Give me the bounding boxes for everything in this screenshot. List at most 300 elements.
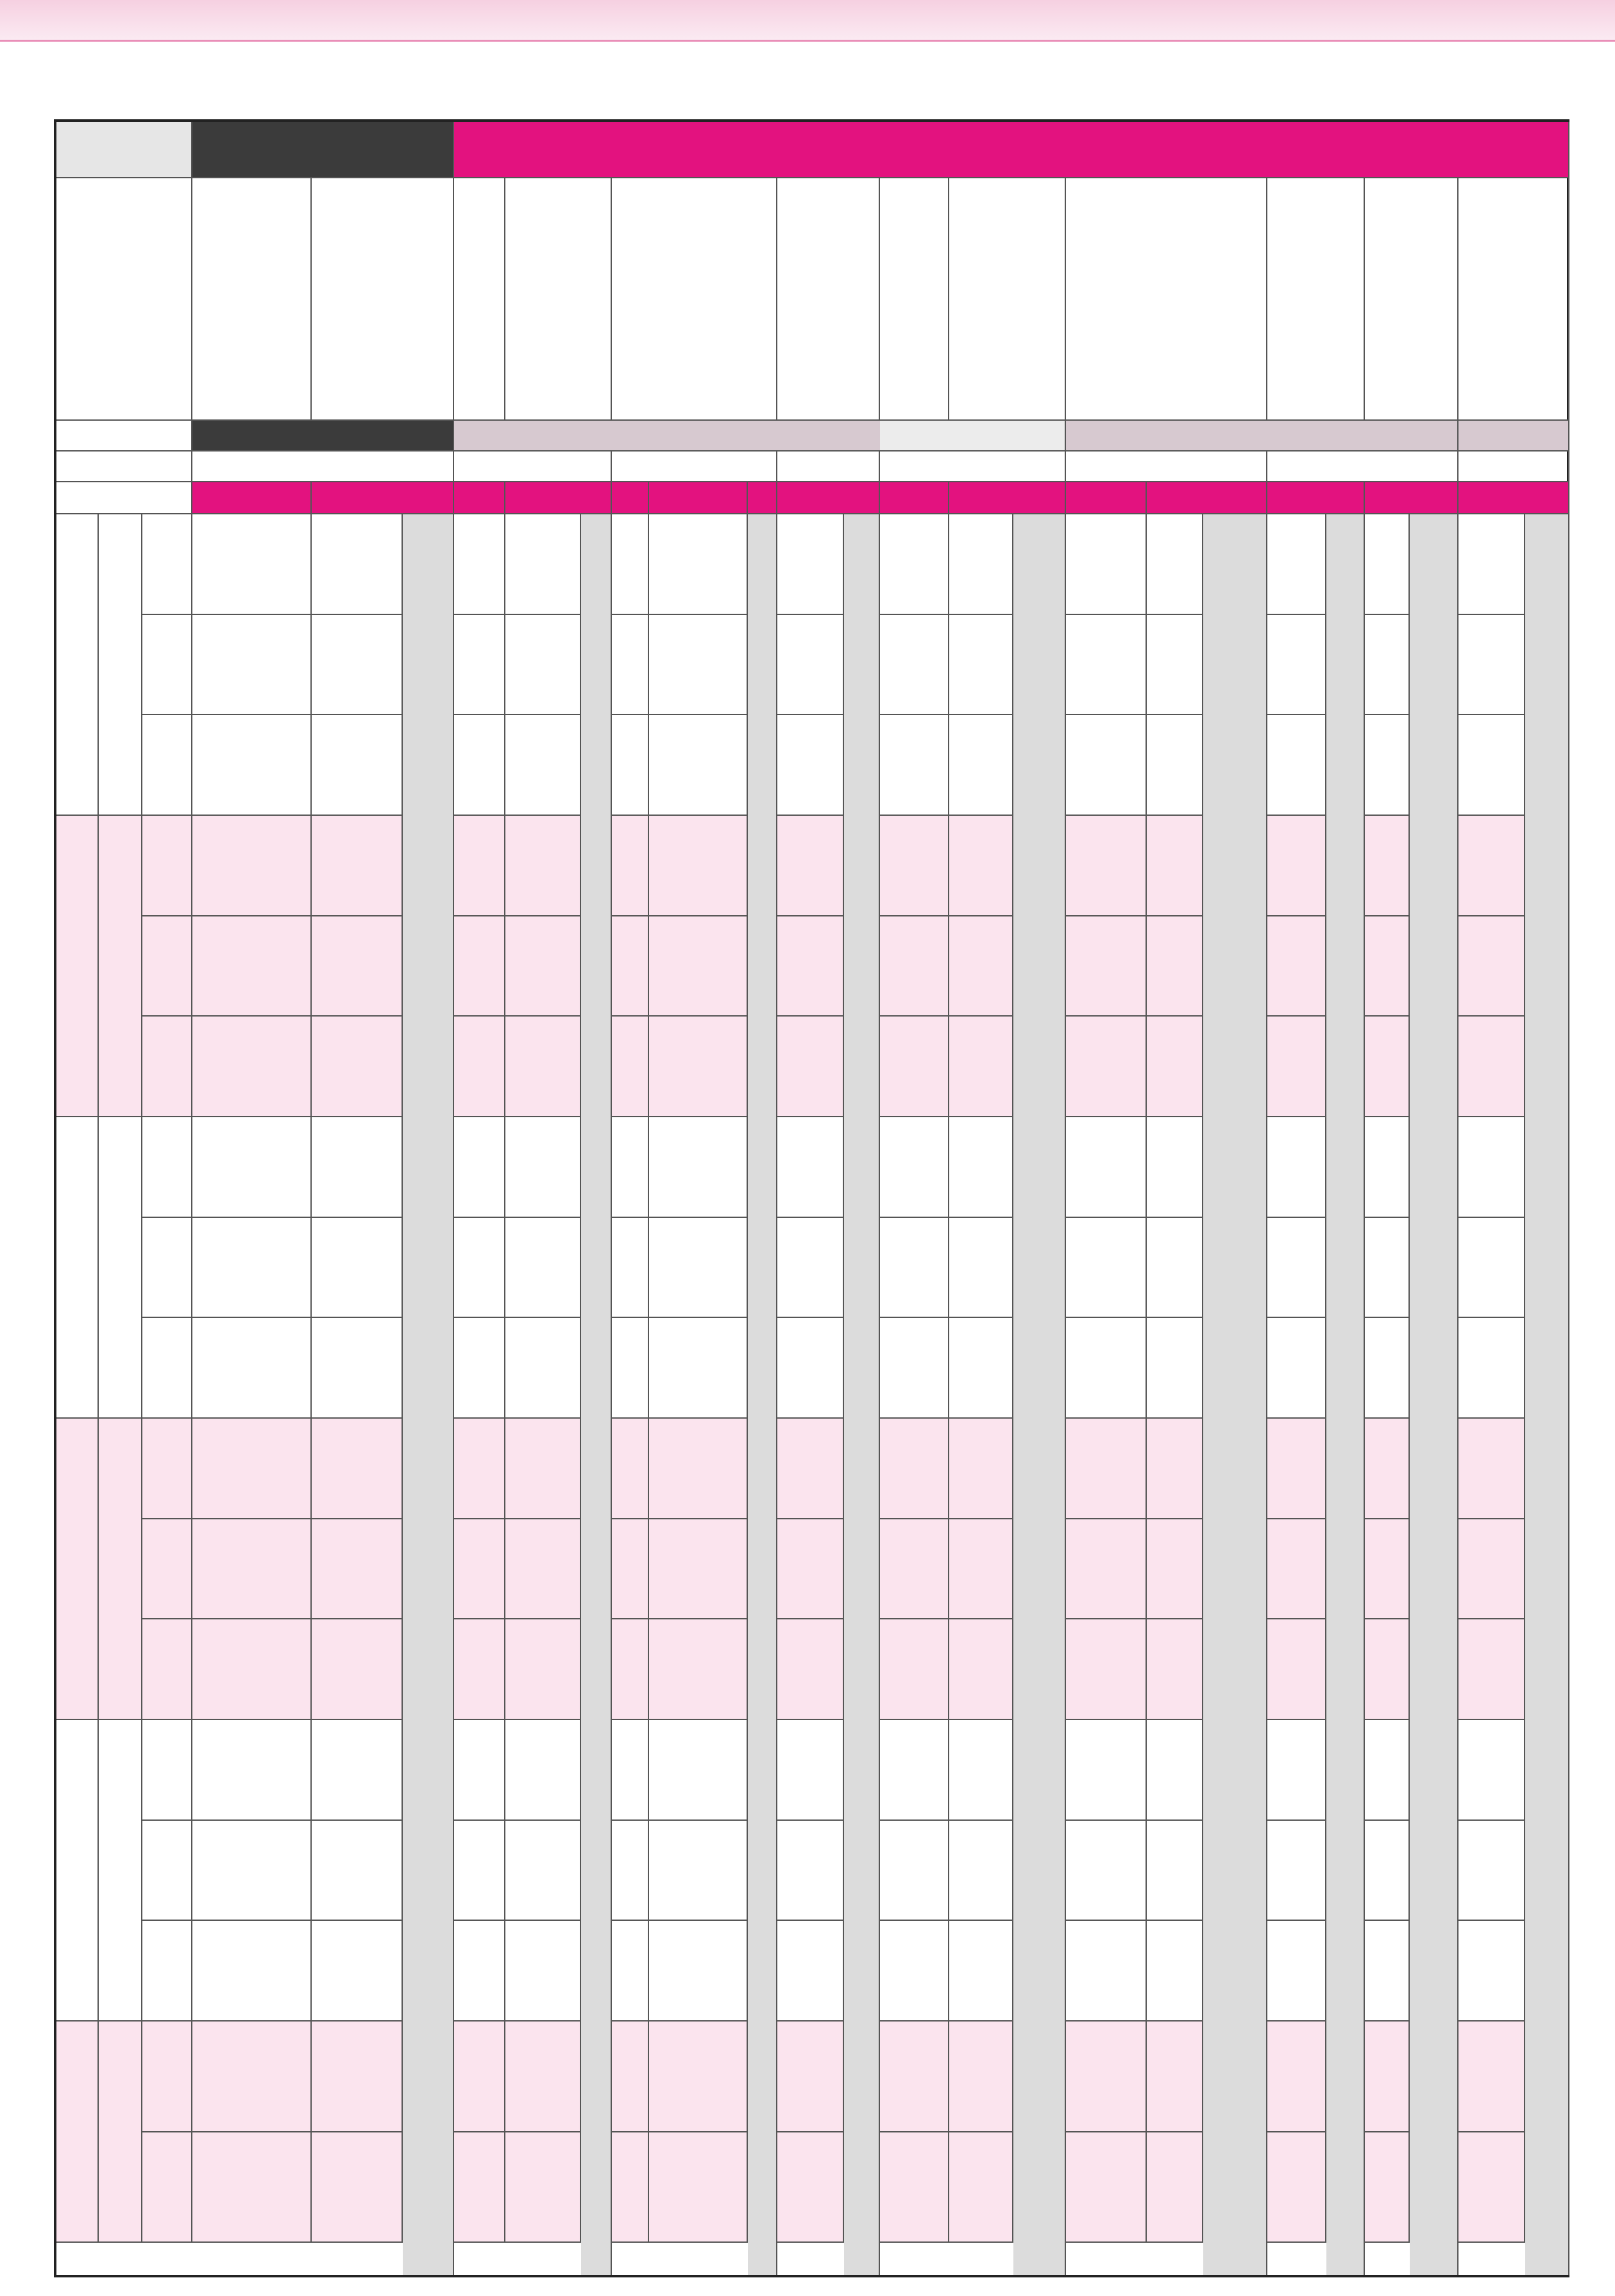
slot-216g-am[interactable]	[505, 1720, 581, 1821]
slot-112-am[interactable]	[1147, 1117, 1203, 1218]
slot-216w-ev[interactable]	[454, 1921, 505, 2022]
slot-110-am[interactable]	[1066, 1117, 1147, 1218]
slot-207-ev[interactable]	[777, 715, 844, 816]
slot-206-pm[interactable]	[1267, 1519, 1326, 1620]
slot-B103-am[interactable]	[612, 816, 649, 916]
slot-110-pm[interactable]	[1066, 1821, 1147, 1921]
slot-B103-am[interactable]	[612, 1117, 649, 1218]
slot-303-ev[interactable]	[949, 1017, 1013, 1117]
slot-216g-am[interactable]	[505, 2022, 581, 2132]
day-5-dates	[56, 1720, 99, 2022]
slot-B106-am[interactable]	[649, 514, 748, 615]
building-a1	[454, 421, 903, 452]
slot-306-ev[interactable]	[312, 1921, 403, 2022]
slot-305-am[interactable]	[192, 514, 312, 615]
slot-219-pm[interactable]	[1459, 1218, 1525, 1319]
slot-306-pm[interactable]	[312, 916, 403, 1017]
slot-207-ev[interactable]	[777, 1017, 844, 1117]
slot-303-pm[interactable]	[949, 1519, 1013, 1620]
slot-am	[142, 1117, 192, 1218]
dept-chest	[880, 178, 949, 421]
slot-302-am[interactable]	[880, 1419, 949, 1519]
slot-302-pm[interactable]	[880, 1821, 949, 1921]
slot-305-pm[interactable]	[192, 2132, 312, 2243]
slot-206-pm[interactable]	[1267, 916, 1326, 1017]
slot-110-pm[interactable]	[1066, 1218, 1147, 1319]
slot-216w-pm[interactable]	[454, 615, 505, 716]
slot-305-am[interactable]	[192, 816, 312, 916]
slot-302-pm[interactable]	[880, 615, 949, 716]
slot-303-ev[interactable]	[949, 1921, 1013, 2022]
slot-110-pm[interactable]	[1066, 916, 1147, 1017]
slot-B103-pm[interactable]	[612, 916, 649, 1017]
slot-219-ev[interactable]	[1459, 1318, 1525, 1419]
slot-B106-am[interactable]	[649, 816, 748, 916]
slot-216g-ev[interactable]	[505, 1619, 581, 1720]
slot-218-pm[interactable]	[1365, 2132, 1410, 2243]
slot-302-pm[interactable]	[880, 2132, 949, 2243]
slot-B103-pm[interactable]	[612, 1821, 649, 1921]
room-306	[312, 482, 454, 514]
slot-305-am[interactable]	[192, 1117, 312, 1218]
slot-305-am[interactable]	[192, 1419, 312, 1519]
day-1-weekday	[99, 514, 142, 816]
day-4-weekday	[99, 1419, 142, 1720]
slot-216w-am[interactable]	[454, 816, 505, 916]
slot-216g-ev[interactable]	[505, 1318, 581, 1419]
slot-219-am[interactable]	[1459, 1720, 1525, 1821]
slot-219-pm[interactable]	[1459, 615, 1525, 716]
slot-302-ev[interactable]	[880, 715, 949, 816]
slot-305-am[interactable]	[192, 1720, 312, 1821]
slot-219-am[interactable]	[1459, 2022, 1525, 2132]
slot-B103-am[interactable]	[612, 2022, 649, 2132]
slot-218-am[interactable]	[1365, 1117, 1410, 1218]
slot-112-am[interactable]	[1147, 1419, 1203, 1519]
slot-206-am[interactable]	[1267, 1419, 1326, 1519]
slot-112-am[interactable]	[1147, 514, 1203, 615]
slot-218-ev[interactable]	[1365, 1318, 1410, 1419]
slot-112-ev[interactable]	[1147, 715, 1203, 816]
slot-216g-am[interactable]	[505, 1117, 581, 1218]
room-B103	[612, 482, 649, 514]
slot-306-ev[interactable]	[312, 1318, 403, 1419]
slot-216w-ev[interactable]	[454, 1318, 505, 1419]
room-219	[1459, 482, 1569, 514]
room-207	[777, 482, 880, 514]
slot-219-ev[interactable]	[1459, 1017, 1525, 1117]
slot-110-ev[interactable]	[1066, 1017, 1147, 1117]
slot-216w-am[interactable]	[454, 1419, 505, 1519]
slot-216g-am[interactable]	[505, 816, 581, 916]
slot-306-am[interactable]	[312, 514, 403, 615]
slot-302-ev[interactable]	[880, 1318, 949, 1419]
slot-B106-am[interactable]	[649, 1117, 748, 1218]
dept-wound	[454, 178, 505, 421]
slot-302-pm[interactable]	[880, 1519, 949, 1620]
slot-207-ev[interactable]	[777, 1318, 844, 1419]
slot-206-ev[interactable]	[1267, 1921, 1326, 2022]
slot-216w-pm[interactable]	[454, 1218, 505, 1319]
slot-112-ev[interactable]	[1147, 1921, 1203, 2022]
slot-216g-ev[interactable]	[505, 1017, 581, 1117]
slot-306-pm[interactable]	[312, 1519, 403, 1620]
slot-305-ev[interactable]	[192, 1921, 312, 2022]
slot-219-am[interactable]	[1459, 514, 1525, 615]
dept-preop	[1459, 178, 1569, 421]
slot-303-am[interactable]	[949, 1117, 1013, 1218]
room-blank	[454, 482, 505, 514]
day-6-dates	[56, 2022, 99, 2243]
floor-f2c	[1267, 452, 1459, 482]
slot-110-ev[interactable]	[1066, 715, 1147, 816]
slot-206-pm[interactable]	[1267, 1821, 1326, 1921]
slot-110-ev[interactable]	[1066, 1318, 1147, 1419]
slot-303-ev[interactable]	[949, 1619, 1013, 1720]
slot-B103-ev[interactable]	[612, 1017, 649, 1117]
notes-general	[581, 514, 612, 2275]
slot-207-am[interactable]	[777, 1117, 844, 1218]
top-banner	[0, 0, 1615, 42]
slot-218-ev[interactable]	[1365, 1619, 1410, 1720]
dept-general	[505, 178, 612, 421]
slot-303-pm[interactable]	[949, 1218, 1013, 1319]
slot-112-am[interactable]	[1147, 2022, 1203, 2132]
slot-112-ev[interactable]	[1147, 1017, 1203, 1117]
slot-305-ev[interactable]	[192, 1017, 312, 1117]
notes-neuro	[403, 514, 454, 2275]
floor-f2b	[777, 452, 880, 482]
slot-219-ev[interactable]	[1459, 1921, 1525, 2022]
slot-B106-am[interactable]	[649, 2022, 748, 2132]
slot-303-am[interactable]	[949, 514, 1013, 615]
slot-112-pm[interactable]	[1147, 916, 1203, 1017]
slot-219-pm[interactable]	[1459, 916, 1525, 1017]
room-blank-2	[748, 482, 777, 514]
slot-B103-ev[interactable]	[612, 1318, 649, 1419]
floor-label	[56, 452, 192, 482]
slot-218-pm[interactable]	[1365, 916, 1410, 1017]
slot-112-pm[interactable]	[1147, 615, 1203, 716]
slot-216w-am[interactable]	[454, 1720, 505, 1821]
slot-216g-pm[interactable]	[505, 2132, 581, 2243]
slot-303-am[interactable]	[949, 2022, 1013, 2132]
slot-302-pm[interactable]	[880, 1218, 949, 1319]
notes-ortho	[1203, 514, 1267, 2275]
slot-216w-am[interactable]	[454, 2022, 505, 2132]
slot-207-am[interactable]	[777, 2022, 844, 2132]
slot-207-am[interactable]	[777, 816, 844, 916]
slot-303-ev[interactable]	[949, 1318, 1013, 1419]
slot-306-am[interactable]	[312, 816, 403, 916]
slot-302-ev[interactable]	[880, 1921, 949, 2022]
slot-B103-pm[interactable]	[612, 1519, 649, 1620]
slot-219-ev[interactable]	[1459, 1619, 1525, 1720]
slot-306-am[interactable]	[312, 1720, 403, 1821]
slot-am	[142, 2022, 192, 2132]
slot-218-pm[interactable]	[1365, 615, 1410, 716]
slot-112-pm[interactable]	[1147, 2132, 1203, 2243]
slot-B106-am[interactable]	[649, 1720, 748, 1821]
slot-206-ev[interactable]	[1267, 1017, 1326, 1117]
slot-305-pm[interactable]	[192, 1519, 312, 1620]
slot-305-ev[interactable]	[192, 715, 312, 816]
slot-B106-pm[interactable]	[649, 1519, 748, 1620]
corner-blank	[56, 122, 192, 178]
slot-206-am[interactable]	[1267, 2022, 1326, 2132]
day-2-dates	[56, 816, 99, 1117]
slot-218-am[interactable]	[1365, 1419, 1410, 1519]
slot-B103-am[interactable]	[612, 1720, 649, 1821]
slot-305-pm[interactable]	[192, 615, 312, 716]
slot-306-ev[interactable]	[312, 1017, 403, 1117]
slot-ev	[142, 1017, 192, 1117]
slot-206-am[interactable]	[1267, 1117, 1326, 1218]
building-b1	[192, 421, 454, 452]
slot-B106-ev[interactable]	[649, 1017, 748, 1117]
slot-206-ev[interactable]	[1267, 1619, 1326, 1720]
notes-preop	[1525, 514, 1569, 2275]
slot-112-pm[interactable]	[1147, 1821, 1203, 1921]
slot-B103-am[interactable]	[612, 514, 649, 615]
slot-303-ev[interactable]	[949, 715, 1013, 816]
slot-B103-pm[interactable]	[612, 1218, 649, 1319]
slot-216w-ev[interactable]	[454, 715, 505, 816]
slot-303-am[interactable]	[949, 1720, 1013, 1821]
schedule-table	[54, 119, 1569, 2277]
slot-302-am[interactable]	[880, 2022, 949, 2132]
slot-302-ev[interactable]	[880, 1619, 949, 1720]
slot-219-pm[interactable]	[1459, 2132, 1525, 2243]
slot-pm	[142, 1821, 192, 1921]
slot-303-am[interactable]	[949, 816, 1013, 916]
slot-306-ev[interactable]	[312, 1619, 403, 1720]
dept-breast	[612, 178, 777, 421]
slot-302-pm[interactable]	[880, 916, 949, 1017]
slot-ev	[142, 715, 192, 816]
slot-216w-pm[interactable]	[454, 2132, 505, 2243]
slot-110-am[interactable]	[1066, 2022, 1147, 2132]
slot-112-ev[interactable]	[1147, 1619, 1203, 1720]
slot-219-ev[interactable]	[1459, 715, 1525, 816]
slot-206-ev[interactable]	[1267, 1318, 1326, 1419]
building-a2	[1066, 421, 1459, 452]
slot-302-am[interactable]	[880, 816, 949, 916]
slot-B103-ev[interactable]	[612, 1619, 649, 1720]
slot-110-am[interactable]	[1066, 514, 1147, 615]
slot-am	[142, 1720, 192, 1821]
day-1-dates	[56, 514, 99, 816]
slot-B103-ev[interactable]	[612, 1921, 649, 2022]
slot-110-am[interactable]	[1066, 1419, 1147, 1519]
slot-206-am[interactable]	[1267, 1720, 1326, 1821]
slot-112-pm[interactable]	[1147, 1218, 1203, 1319]
slot-302-am[interactable]	[880, 1720, 949, 1821]
day-3-weekday	[99, 1117, 142, 1419]
slot-110-ev[interactable]	[1066, 1921, 1147, 2022]
dept-neuro	[192, 178, 312, 421]
slot-216w-pm[interactable]	[454, 1519, 505, 1620]
slot-306-am[interactable]	[312, 1117, 403, 1218]
slot-207-pm[interactable]	[777, 1519, 844, 1620]
notes-breast	[748, 514, 777, 2275]
slot-216w-am[interactable]	[454, 514, 505, 615]
slot-ev	[142, 1619, 192, 1720]
dept-cardio	[949, 178, 1066, 421]
floor-f2a	[454, 452, 612, 482]
slot-pm	[142, 916, 192, 1017]
slot-206-ev[interactable]	[1267, 715, 1326, 816]
slot-219-am[interactable]	[1459, 816, 1525, 916]
slot-306-am[interactable]	[312, 1419, 403, 1519]
slot-207-pm[interactable]	[777, 916, 844, 1017]
slot-305-ev[interactable]	[192, 1318, 312, 1419]
slot-218-ev[interactable]	[1365, 1921, 1410, 2022]
slot-207-ev[interactable]	[777, 1619, 844, 1720]
slot-216w-ev[interactable]	[454, 1619, 505, 1720]
slot-218-pm[interactable]	[1365, 1821, 1410, 1921]
slot-303-pm[interactable]	[949, 615, 1013, 716]
slot-B106-ev[interactable]	[649, 1921, 748, 2022]
slot-110-ev[interactable]	[1066, 1619, 1147, 1720]
slot-207-am[interactable]	[777, 1720, 844, 1821]
slot-216w-pm[interactable]	[454, 1821, 505, 1921]
slot-219-pm[interactable]	[1459, 1519, 1525, 1620]
slot-112-am[interactable]	[1147, 1720, 1203, 1821]
day-5-weekday	[99, 1720, 142, 2022]
slot-306-pm[interactable]	[312, 615, 403, 716]
slot-303-am[interactable]	[949, 1419, 1013, 1519]
dept-ortho	[1066, 178, 1267, 421]
slot-218-pm[interactable]	[1365, 1218, 1410, 1319]
slot-218-am[interactable]	[1365, 2022, 1410, 2132]
floor-fb1	[612, 452, 777, 482]
slot-219-am[interactable]	[1459, 1419, 1525, 1519]
dept-uro	[1365, 178, 1459, 421]
slot-216g-ev[interactable]	[505, 715, 581, 816]
slot-B103-pm[interactable]	[612, 615, 649, 716]
slot-216g-pm[interactable]	[505, 1821, 581, 1921]
slot-207-pm[interactable]	[777, 2132, 844, 2243]
slot-B106-pm[interactable]	[649, 1821, 748, 1921]
slot-206-am[interactable]	[1267, 816, 1326, 916]
slot-110-pm[interactable]	[1066, 615, 1147, 716]
day-6-weekday	[99, 2022, 142, 2243]
slot-305-ev[interactable]	[192, 1619, 312, 1720]
room-305	[192, 482, 312, 514]
room-206	[1267, 482, 1365, 514]
slot-306-am[interactable]	[312, 2022, 403, 2132]
slot-206-pm[interactable]	[1267, 1218, 1326, 1319]
slot-B103-pm[interactable]	[612, 2132, 649, 2243]
slot-216g-ev[interactable]	[505, 1921, 581, 2022]
slot-206-pm[interactable]	[1267, 2132, 1326, 2243]
slot-216g-am[interactable]	[505, 1419, 581, 1519]
slot-pm	[142, 2132, 192, 2243]
slot-219-pm[interactable]	[1459, 1821, 1525, 1921]
slot-218-ev[interactable]	[1365, 715, 1410, 816]
slot-305-pm[interactable]	[192, 916, 312, 1017]
slot-303-pm[interactable]	[949, 916, 1013, 1017]
slot-207-am[interactable]	[777, 514, 844, 615]
slot-207-pm[interactable]	[777, 1821, 844, 1921]
slot-216w-am[interactable]	[454, 1117, 505, 1218]
slot-207-am[interactable]	[777, 1419, 844, 1519]
slot-B106-ev[interactable]	[649, 715, 748, 816]
slot-ev	[142, 1318, 192, 1419]
floor-f2d	[1459, 452, 1569, 482]
slot-218-am[interactable]	[1365, 1720, 1410, 1821]
slot-am	[142, 514, 192, 615]
slot-305-am[interactable]	[192, 2022, 312, 2132]
slot-112-pm[interactable]	[1147, 1519, 1203, 1620]
slot-303-pm[interactable]	[949, 1821, 1013, 1921]
slot-216g-pm[interactable]	[505, 1218, 581, 1319]
room-110	[1066, 482, 1147, 514]
floor-f3a	[192, 452, 454, 482]
slot-305-pm[interactable]	[192, 1821, 312, 1921]
slot-112-am[interactable]	[1147, 816, 1203, 916]
slot-B103-ev[interactable]	[612, 715, 649, 816]
slot-206-pm[interactable]	[1267, 615, 1326, 716]
slot-218-pm[interactable]	[1365, 1519, 1410, 1620]
slot-303-pm[interactable]	[949, 2132, 1013, 2243]
slot-306-pm[interactable]	[312, 2132, 403, 2243]
slot-207-pm[interactable]	[777, 615, 844, 716]
slot-302-ev[interactable]	[880, 1017, 949, 1117]
slot-306-ev[interactable]	[312, 715, 403, 816]
slot-B106-pm[interactable]	[649, 1218, 748, 1319]
slot-B106-ev[interactable]	[649, 1318, 748, 1419]
room-302	[880, 482, 949, 514]
slot-B103-am[interactable]	[612, 1419, 649, 1519]
slot-B106-am[interactable]	[649, 1419, 748, 1519]
slot-B106-ev[interactable]	[649, 1619, 748, 1720]
slot-110-pm[interactable]	[1066, 2132, 1147, 2243]
slot-216w-ev[interactable]	[454, 1017, 505, 1117]
slot-ev	[142, 1921, 192, 2022]
slot-306-pm[interactable]	[312, 1821, 403, 1921]
slot-216g-pm[interactable]	[505, 916, 581, 1017]
slot-218-am[interactable]	[1365, 514, 1410, 615]
slot-110-am[interactable]	[1066, 816, 1147, 916]
slot-216g-pm[interactable]	[505, 1519, 581, 1620]
slot-207-pm[interactable]	[777, 1218, 844, 1319]
slot-305-pm[interactable]	[192, 1218, 312, 1319]
slot-206-am[interactable]	[1267, 514, 1326, 615]
slot-B106-pm[interactable]	[649, 2132, 748, 2243]
slot-112-ev[interactable]	[1147, 1318, 1203, 1419]
slot-207-ev[interactable]	[777, 1921, 844, 2022]
dept-colorectal	[777, 178, 880, 421]
slot-110-pm[interactable]	[1066, 1519, 1147, 1620]
slot-219-am[interactable]	[1459, 1117, 1525, 1218]
slot-218-am[interactable]	[1365, 816, 1410, 916]
slot-216g-pm[interactable]	[505, 615, 581, 716]
slot-216g-am[interactable]	[505, 514, 581, 615]
slot-306-pm[interactable]	[312, 1218, 403, 1319]
slot-B106-pm[interactable]	[649, 916, 748, 1017]
notes-uro	[1410, 514, 1459, 2275]
slot-302-am[interactable]	[880, 1117, 949, 1218]
slot-302-am[interactable]	[880, 514, 949, 615]
slot-110-am[interactable]	[1066, 1720, 1147, 1821]
slot-218-ev[interactable]	[1365, 1017, 1410, 1117]
day-4-dates	[56, 1419, 99, 1720]
notes-neurosurg	[1326, 514, 1365, 2275]
slot-B106-pm[interactable]	[649, 615, 748, 716]
slot-216w-pm[interactable]	[454, 916, 505, 1017]
